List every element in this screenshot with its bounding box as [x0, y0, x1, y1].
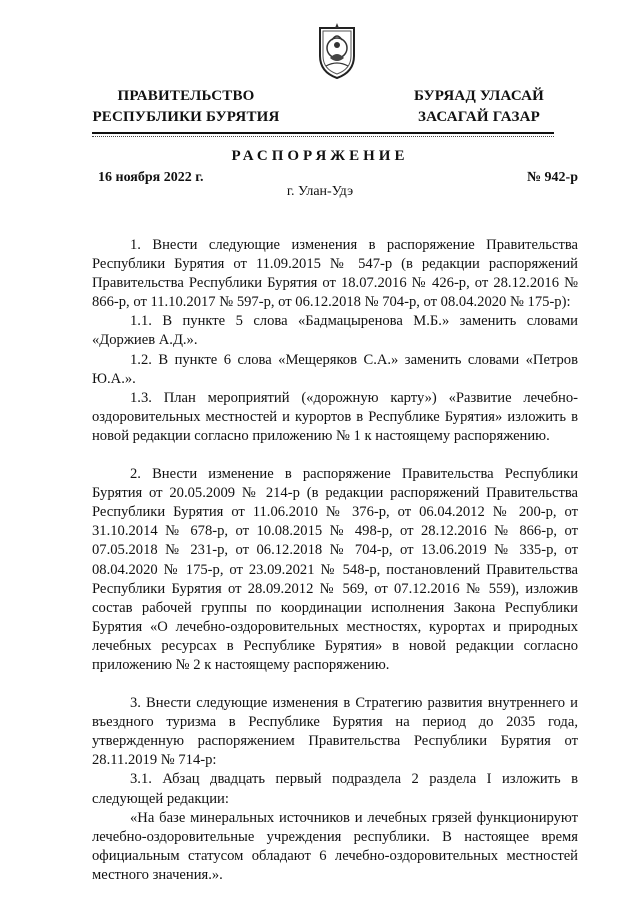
coat-of-arms-icon — [312, 22, 362, 80]
header-right-line1: БУРЯАД УЛАСАЙ — [413, 88, 545, 104]
paragraph-1-2: 1.2. В пункте 6 слова «Мещеряков С.А.» заменить словами «Петров Ю.А.». — [92, 351, 578, 387]
header-right — [404, 86, 554, 128]
document-number: № 942-р — [526, 170, 578, 185]
paragraph-3: 3. Внести следующие изменения в Стратегию развития внутреннего и въездного туризма в Республике Бурятия на период до 2035 года, утвержденную распоряжением Правительства Республики Бурятия от 28.11.2019 № 714-р: — [92, 695, 578, 769]
paragraph-2: 2. Внести изменение в распоряжение Правительства Республики Бурятия от 20.05.2009 № 214-р (в редакции распоряжений Правительства Республики Бурятия от 11.06.2010 № 376-р, от 06.04.2012 № 200-р, от 31.10.2014 № 678-р, от 10.08.2015 № 498-р, от 28.12.2016 № 866-р, от 07.05.2018 № 231-р, от 06.12.2018 № 704-р, от 13.06.2019 № 335-р, от 08.04.2020 № 175-р, от 23.09.2021 № 548-р, постановлений Правительства Республики Бурятия от 28.09.2012 № 569, от 07.12.2016 № 559), изложив состав рабочей группы по координации исполнения Закона Республики Бурятия «О лечебно-оздоровительных местностях, курортах и природных лечебных ресурсах в Республике Бурятия» в новой редакции согласно приложению № 2 к настоящему распоряжению. — [92, 466, 578, 673]
header-divider — [92, 132, 554, 134]
document-city: г. Улан-Удэ — [286, 184, 354, 199]
paragraph-1-1: 1.1. В пункте 5 слова «Бадмацыренова М.Б.» заменить словами «Доржиев А.Д.». — [92, 313, 578, 349]
document-body — [92, 236, 578, 885]
paragraph-1-3: 1.3. План мероприятий («дорожную карту») «Развитие лечебно-оздоровительных местностей и курортов в Республике Бурятия» изложить в новой редакции согласно приложению № 1 к настоящему распоряжению. — [92, 389, 578, 444]
paragraph-3-1: 3.1. Абзац двадцать первый подраздела 2 раздела I изложить в следующей редакции: — [92, 771, 578, 807]
header-divider-dotted — [92, 136, 554, 137]
document-date: 16 ноября 2022 г. — [98, 170, 204, 185]
header-right-line2: ЗАСАГАЙ ГАЗАР — [418, 109, 540, 125]
header-left — [92, 86, 280, 128]
header-left-line2: РЕСПУБЛИКИ БУРЯТИЯ — [92, 109, 280, 125]
header-left-line1: ПРАВИТЕЛЬСТВО — [117, 88, 255, 104]
paragraph-3-1-quote: «На базе минеральных источников и лечебных грязей функционируют лечебно-оздоровительные учреждения республики. В настоящее время официальным статусом обладают 6 лечебно-оздоровительных местностей местного значения.». — [92, 809, 578, 883]
document-title: РАСПОРЯЖЕНИЕ — [231, 148, 409, 164]
paragraph-1: 1. Внести следующие изменения в распоряжение Правительства Республики Бурятия от 11.09.2015 № 547-р (в редакции распоряжений Правительства Республики Бурятия от 18.07.2016 № 426-р, от 28.12.2016 № 866-р, от 11.10.2017 № 597-р, от 06.12.2018 № 704-р, от 08.04.2020 № 175-р): — [92, 237, 578, 311]
